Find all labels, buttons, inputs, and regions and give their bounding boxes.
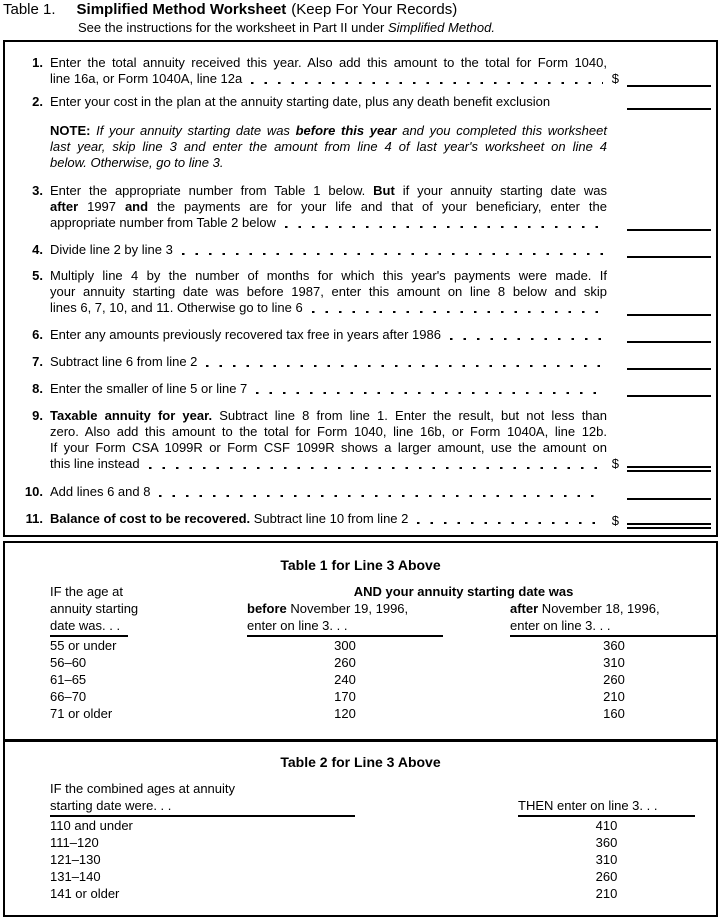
table-row-after: 360	[603, 638, 625, 653]
dollar-sign: $	[611, 513, 619, 528]
worksheet-line-6	[5, 327, 716, 343]
table-1-after-header: enter on line 3. . .	[510, 617, 720, 637]
line-number: 3.	[32, 183, 43, 198]
table-row-ages: 121–130	[50, 852, 101, 867]
amount-entry-line-1	[607, 55, 716, 87]
worksheet-line-11	[5, 511, 716, 529]
amount-blank	[627, 383, 711, 397]
line-text: Add lines 6 and 8	[50, 484, 151, 499]
line-number: 1.	[32, 55, 43, 70]
dot-leader	[256, 392, 603, 395]
worksheet-line-9	[5, 408, 716, 472]
form-title	[3, 1, 457, 18]
line-number: 7.	[32, 354, 43, 369]
amount-blank	[627, 73, 711, 87]
line-text: Enter any amounts previously recovered tax free in years after 1986	[50, 327, 441, 342]
table-1-title: Table 1 for Line 3 Above	[280, 557, 441, 573]
table-row-value: 410	[595, 818, 618, 833]
dot-leader	[417, 522, 603, 525]
dollar-sign: $	[611, 71, 619, 86]
worksheet-line-1	[5, 55, 716, 87]
table-1-after-header: after November 18, 1996,	[510, 601, 660, 616]
amount-blank	[627, 356, 711, 370]
amount-blank	[627, 217, 711, 231]
line-number: 11.	[25, 511, 43, 526]
amount-entry-line-7	[607, 354, 716, 370]
dot-leader	[285, 226, 603, 229]
amount-entry-line-11	[607, 511, 716, 529]
dot-leader	[251, 82, 603, 85]
line-text: line 16a, or Form 1040A, line 12a	[50, 71, 243, 86]
dot-leader	[312, 311, 603, 314]
line-text: appropriate number from Table 2 below	[50, 215, 276, 230]
line-text: Enter the smaller of line 5 or line 7	[50, 381, 248, 396]
worksheet-line-3	[5, 183, 716, 231]
amount-blank	[627, 329, 711, 343]
line-number: 4.	[32, 242, 43, 257]
table-row-value: 260	[595, 869, 618, 884]
table-1-span-header: AND your annuity starting date was	[353, 584, 574, 599]
line-number: 6.	[32, 327, 43, 342]
table-2-ages-header: IF the combined ages at annuity starting date were. . .	[50, 780, 518, 817]
amount-entry-line-4	[607, 242, 716, 258]
table-1-age-header: IF the age at	[50, 584, 123, 599]
line-number: 10.	[24, 484, 43, 499]
line-text: Subtract line 6 from line 2	[50, 354, 198, 369]
line-text: your annuity starting date was before 1987, enter this amount on line 8 below and skip	[50, 284, 607, 299]
table-row-after: 210	[603, 689, 625, 704]
line-text: after 1997 and the payments are for your life and that of your beneficiary, enter the	[50, 199, 607, 214]
line-text: Multiply line 4 by the number of months for which this year's payments were made. If	[50, 268, 607, 283]
dot-leader	[149, 467, 603, 470]
worksheet-line-10	[5, 484, 716, 500]
amount-blank	[627, 244, 711, 258]
note-text: last year, skip line 3 and enter the amount from line 4 of last year's worksheet on line 4	[50, 139, 607, 154]
dot-leader	[206, 365, 603, 368]
worksheet-box	[3, 40, 718, 537]
line-text: If your Form CSA 1099R or Form CSF 1099R shows a larger amount, use the amount on	[50, 440, 607, 455]
line-number: 9.	[32, 408, 43, 423]
worksheet-line-8	[5, 381, 716, 397]
line-text: Divide line 2 by line 3	[50, 242, 173, 257]
amount-entry-line-8	[607, 381, 716, 397]
table-1	[50, 583, 716, 722]
table-row-after: 310	[603, 655, 625, 670]
amount-entry-line-3	[607, 183, 716, 231]
dot-leader	[159, 495, 603, 498]
line-text: Enter your cost in the plan at the annuity starting date, plus any death benefit exclusion	[50, 94, 551, 109]
table-row-before: 240	[334, 672, 356, 687]
table-2	[50, 780, 716, 902]
amount-entry-line-9	[607, 408, 716, 472]
table-row-before: 260	[334, 655, 356, 670]
table-row-before: 300	[334, 638, 356, 653]
dollar-sign: $	[611, 456, 619, 471]
table-row-before: 170	[334, 689, 356, 704]
amount-blank	[627, 302, 711, 316]
table-row-before: 120	[334, 706, 356, 721]
table-row-value: 210	[595, 886, 618, 901]
line-text: Enter the total annuity received this year. Also add this amount to the total for Form 1040,	[50, 55, 607, 70]
table-row-ages: 131–140	[50, 869, 101, 884]
amount-blank	[627, 511, 711, 529]
table-1-before-header: enter on line 3. . .	[247, 617, 510, 637]
amount-entry-line-2	[607, 94, 716, 110]
table-row-after: 260	[603, 672, 625, 687]
form-title-suffix: (Keep For Your Records)	[291, 1, 458, 18]
table-row-ages: 110 and under	[50, 818, 133, 833]
table-row-value: 310	[595, 852, 618, 867]
form-title-prefix: Table 1.	[3, 1, 56, 18]
table-row-age: 55 or under	[50, 638, 117, 653]
table-row-age: 66–70	[50, 689, 87, 704]
table-row-ages: 111–120	[50, 835, 99, 850]
worksheet-note	[5, 123, 716, 171]
table-1-age-header: date was. . .	[50, 617, 247, 637]
line-text: Balance of cost to be recovered. Subtract line 10 from line 2	[50, 511, 409, 526]
table-row-age: 71 or older	[50, 706, 113, 721]
worksheet-line-4	[5, 242, 716, 258]
line-text: Taxable annuity for year. Subtract line 8 from line 1. Enter the result, but not less than	[50, 408, 607, 423]
table-2-title: Table 2 for Line 3 Above	[280, 754, 441, 770]
table-row-after: 160	[603, 706, 625, 721]
line-text: zero. Also add this amount to the total for Form 1040, line 16b, or Form 1040A, line 12b.	[50, 424, 607, 439]
table-row-age: 56–60	[50, 655, 87, 670]
amount-entry-line-10	[607, 484, 716, 500]
table-1-section	[5, 543, 716, 739]
line-text: lines 6, 7, 10, and 11. Otherwise go to line 6	[50, 300, 303, 315]
amount-blank	[627, 454, 711, 472]
worksheet-line-2	[5, 94, 716, 110]
line-number	[21, 123, 43, 171]
table-row-ages: 141 or older	[50, 886, 120, 901]
table-2-section	[5, 742, 716, 902]
line-number: 2.	[32, 94, 43, 109]
amount-blank	[627, 486, 711, 500]
amount-entry-line-5	[607, 268, 716, 316]
worksheet-line-7	[5, 354, 716, 370]
dot-leader	[450, 338, 603, 341]
note-text: below. Otherwise, go to line 3.	[50, 155, 224, 170]
form-title-main: Simplified Method Worksheet	[76, 1, 287, 18]
worksheet-line-5	[5, 268, 716, 316]
table-1-before-header: before November 19, 1996,	[247, 601, 409, 616]
dot-leader	[182, 253, 603, 256]
note-text: NOTE: If your annuity starting date was before this year and you completed this worksheet	[50, 123, 607, 138]
table-1-age-header: annuity starting	[50, 601, 139, 616]
line-text: Enter the appropriate number from Table 1 below. But if your annuity starting date was	[50, 183, 607, 198]
table-row-age: 61–65	[50, 672, 87, 687]
line-number: 5.	[32, 268, 43, 283]
amount-blank	[627, 96, 711, 110]
table-2-then-header: THEN enter on line 3. . .	[518, 797, 695, 817]
line-number: 8.	[32, 381, 43, 396]
amount-entry-line-6	[607, 327, 716, 343]
form-subtitle: See the instructions for the worksheet in Part II under Simplified Method.	[78, 20, 495, 35]
table-row-value: 360	[595, 835, 618, 850]
line-text: this line instead	[50, 456, 140, 471]
tables-box	[3, 541, 718, 917]
